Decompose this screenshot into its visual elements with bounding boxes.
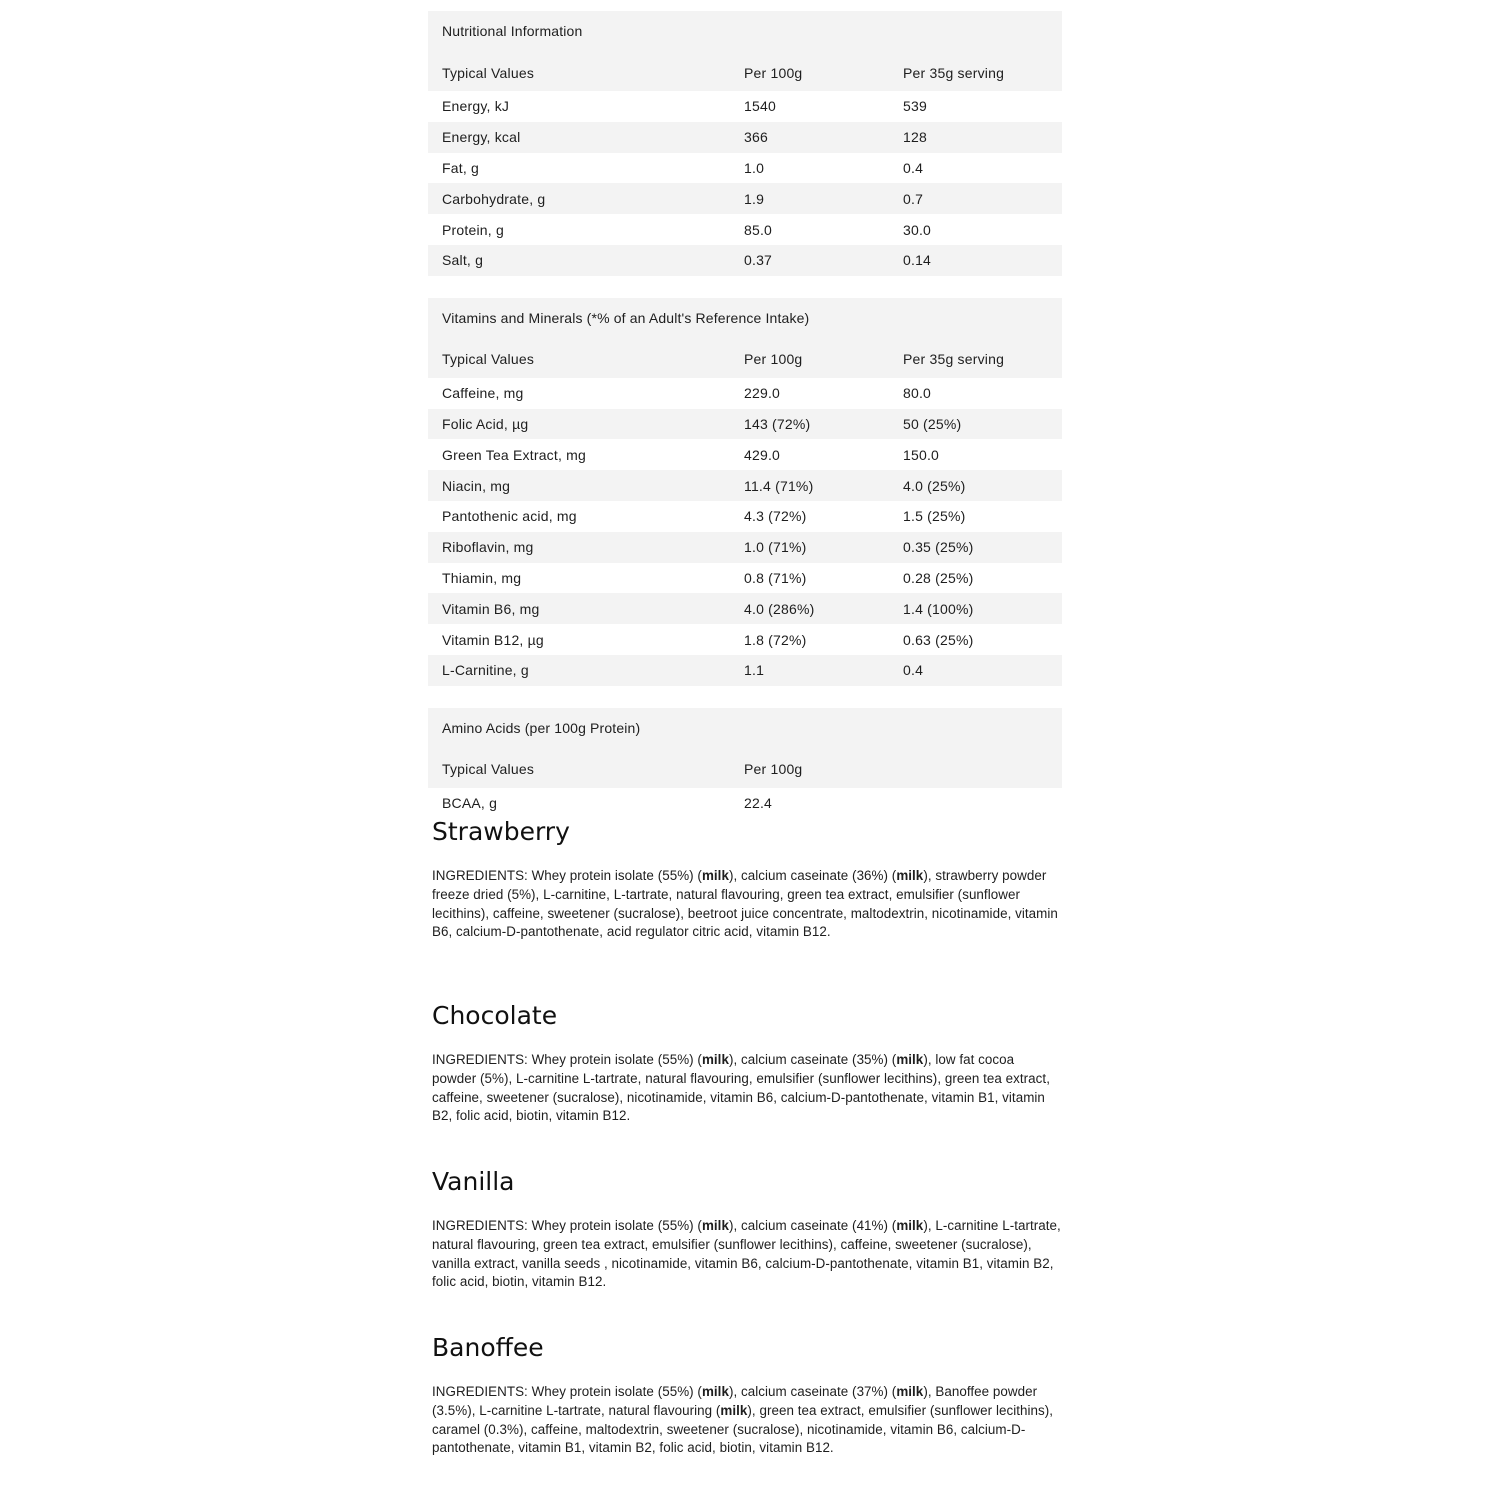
- table-caption: Amino Acids (per 100g Protein): [428, 708, 1062, 748]
- table-cell: 4.0 (286%): [744, 600, 815, 617]
- ingredient-text: ), Banoffee powder (3.5%), L-carnitine L-tartrate, natural flavouring (: [432, 1384, 1038, 1418]
- table-cell: 429.0: [744, 446, 781, 463]
- table-cell: 85.0: [744, 221, 773, 238]
- column-header: Per 100g: [744, 351, 803, 368]
- ingredient-text: ), L-carnitine L-tartrate, natural flavouring, green tea extract, emulsifier (sunflower lecithins), caffeine, sweetener (sucralose), vanilla extract, vanilla seeds , nicotinamide, vitamin B6, calcium-D-pantothenate, vitamin B1, vitamin B2, folic acid, biotin, vitamin B12.: [432, 1218, 1061, 1290]
- table-row: [428, 214, 1062, 245]
- table-cell: Salt, g: [442, 252, 484, 269]
- table-row: [428, 788, 1062, 819]
- flavour-heading: Banoffee: [432, 1333, 544, 1362]
- table-cell: 1.1: [744, 662, 765, 679]
- table-row: [428, 470, 1062, 501]
- flavour-heading: Vanilla: [432, 1167, 515, 1196]
- table-cell: 1.9: [744, 190, 765, 207]
- table-cell: 1.0 (71%): [744, 539, 807, 556]
- vitamins-table: [428, 298, 1062, 686]
- table-row: [428, 563, 1062, 594]
- table-cell: Energy, kJ: [442, 98, 510, 115]
- table-cell: 4.0 (25%): [903, 477, 966, 494]
- ingredient-text: INGREDIENTS: Whey protein isolate (55%) (: [432, 1052, 702, 1067]
- table-cell: 30.0: [903, 221, 932, 238]
- table-cell: Carbohydrate, g: [442, 190, 546, 207]
- nutrition-table: [428, 11, 1062, 276]
- ingredients-text: [428, 867, 1062, 942]
- table-cell: 1.5 (25%): [903, 508, 966, 525]
- table-cell: 0.28 (25%): [903, 569, 974, 586]
- ingredients-text: [428, 1051, 1062, 1126]
- table-row: [428, 245, 1062, 276]
- allergen-text: milk: [896, 1218, 924, 1233]
- allergen-text: milk: [896, 1052, 924, 1067]
- table-cell: Green Tea Extract, mg: [442, 446, 587, 463]
- column-header: Per 100g: [744, 64, 803, 81]
- ingredient-text: ), low fat cocoa powder (5%), L-carnitine L-tartrate, natural flavouring, emulsifier (sunflower lecithins), green tea extract, caffeine, sweetener (sucralose), nicotinamide, vitamin B6, calcium-D-pantothenate, vitamin B1, vitamin B2, folic acid, biotin, vitamin B12.: [432, 1052, 1050, 1124]
- table-cell: 229.0: [744, 385, 781, 402]
- table-row: [428, 501, 1062, 532]
- flavour-section: [428, 999, 1062, 1126]
- table-cell: Niacin, mg: [442, 477, 511, 494]
- ingredients-text: [428, 1217, 1062, 1292]
- table-row: [428, 91, 1062, 122]
- table-cell: Caffeine, mg: [442, 385, 524, 402]
- table-cell: Pantothenic acid, mg: [442, 508, 577, 525]
- flavour-section: [428, 1165, 1062, 1292]
- allergen-text: milk: [701, 1384, 729, 1399]
- table-cell: 366: [744, 129, 768, 146]
- table-cell: 0.7: [903, 190, 924, 207]
- ingredients-text: [428, 1383, 1062, 1458]
- table-cell: 50 (25%): [903, 415, 962, 432]
- column-header: Per 35g serving: [903, 64, 1005, 81]
- ingredient-text: INGREDIENTS: Whey protein isolate (55%) (: [432, 1218, 702, 1233]
- table-cell: 0.4: [903, 662, 924, 679]
- table-row: [428, 183, 1062, 214]
- ingredient-text: ), calcium caseinate (41%) (: [728, 1218, 897, 1233]
- table-cell: 0.63 (25%): [903, 631, 974, 648]
- table-cell: Fat, g: [442, 159, 479, 176]
- allergen-text: milk: [701, 1052, 729, 1067]
- table-caption: Nutritional Information: [428, 11, 1062, 51]
- allergen-text: milk: [896, 868, 924, 883]
- table-cell: 0.4: [903, 159, 924, 176]
- table-cell: 0.8 (71%): [744, 569, 807, 586]
- table-cell: 150.0: [903, 446, 940, 463]
- table-header-row: [428, 748, 1062, 788]
- table-cell: 80.0: [903, 385, 932, 402]
- table-cell: Vitamin B12, µg: [442, 631, 544, 648]
- product-info: [428, 11, 1062, 1456]
- table-header-row: [428, 338, 1062, 378]
- table-caption: Vitamins and Minerals (*% of an Adult's Reference Intake): [428, 298, 1062, 338]
- table-cell: Energy, kcal: [442, 129, 521, 146]
- table-cell: 1.0: [744, 159, 765, 176]
- table-row: [428, 439, 1062, 470]
- flavour-section: [428, 815, 1062, 942]
- table-cell: 11.4 (71%): [744, 477, 814, 494]
- column-header: Typical Values: [442, 351, 535, 368]
- flavour-section: [428, 1331, 1062, 1458]
- table-row: [428, 122, 1062, 153]
- table-cell: 0.37: [744, 252, 773, 269]
- table-row: [428, 409, 1062, 440]
- column-header: Typical Values: [442, 64, 535, 81]
- table-cell: 143 (72%): [744, 415, 811, 432]
- ingredient-text: INGREDIENTS: Whey protein isolate (55%) (: [432, 868, 702, 883]
- table-cell: Riboflavin, mg: [442, 539, 534, 556]
- table-cell: L-Carnitine, g: [442, 662, 529, 679]
- ingredient-text: ), calcium caseinate (37%) (: [728, 1384, 897, 1399]
- table-cell: Folic Acid, µg: [442, 415, 529, 432]
- allergen-text: milk: [701, 868, 729, 883]
- table-cell: 539: [903, 98, 927, 115]
- amino-table: [428, 708, 1062, 819]
- ingredient-text: INGREDIENTS: Whey protein isolate (55%) (: [432, 1384, 702, 1399]
- table-cell: 22.4: [744, 795, 773, 812]
- table-cell: 0.14: [903, 252, 932, 269]
- allergen-text: milk: [720, 1402, 748, 1418]
- table-spacer: [428, 686, 1062, 708]
- ingredient-text: ), strawberry powder freeze dried (5%), L-carnitine, L-tartrate, natural flavouring, green tea extract, emulsifier (sunflower lecithins), caffeine, sweetener (sucralose), beetroot juice concentrate, maltodextrin, nicotinamide, vitamin B6, calcium-D-pantothenate, acid regulator citric acid, vitamin B12.: [432, 868, 1058, 940]
- table-cell: Protein, g: [442, 221, 504, 238]
- table-row: [428, 153, 1062, 184]
- table-row: [428, 624, 1062, 655]
- column-header: Per 100g: [744, 761, 803, 778]
- ingredient-text: ), calcium caseinate (36%) (: [728, 868, 897, 883]
- table-header-row: [428, 51, 1062, 91]
- column-header: Typical Values: [442, 761, 535, 778]
- table-cell: BCAA, g: [442, 795, 498, 812]
- table-cell: 1.4 (100%): [903, 600, 974, 617]
- table-row: [428, 378, 1062, 409]
- allergen-text: milk: [896, 1384, 924, 1399]
- nutrition-tables: [428, 11, 1062, 819]
- table-row: [428, 532, 1062, 563]
- table-cell: Thiamin, mg: [442, 569, 522, 586]
- allergen-text: milk: [701, 1218, 729, 1233]
- flavour-heading: Strawberry: [432, 817, 570, 846]
- table-cell: 128: [903, 129, 927, 146]
- table-cell: Vitamin B6, mg: [442, 600, 540, 617]
- table-cell: 1540: [744, 98, 776, 115]
- column-header: Per 35g serving: [903, 351, 1005, 368]
- flavour-heading: Chocolate: [432, 1001, 558, 1030]
- table-cell: 1.8 (72%): [744, 631, 807, 648]
- table-row: [428, 593, 1062, 624]
- table-row: [428, 655, 1062, 686]
- ingredient-text: ), calcium caseinate (35%) (: [728, 1052, 897, 1067]
- table-spacer: [428, 276, 1062, 298]
- table-cell: 0.35 (25%): [903, 539, 974, 556]
- table-cell: 4.3 (72%): [744, 508, 807, 525]
- ingredient-text: ), green tea extract, emulsifier (sunflower lecithins), caramel (0.3%), caffeine, maltodextrin, sweetener (sucralose), nicotinamide, vitamin B6, calcium-D-pantothenate, vitamin B1, vitamin B2, folic acid, biotin, vitamin B12.: [432, 1402, 1054, 1456]
